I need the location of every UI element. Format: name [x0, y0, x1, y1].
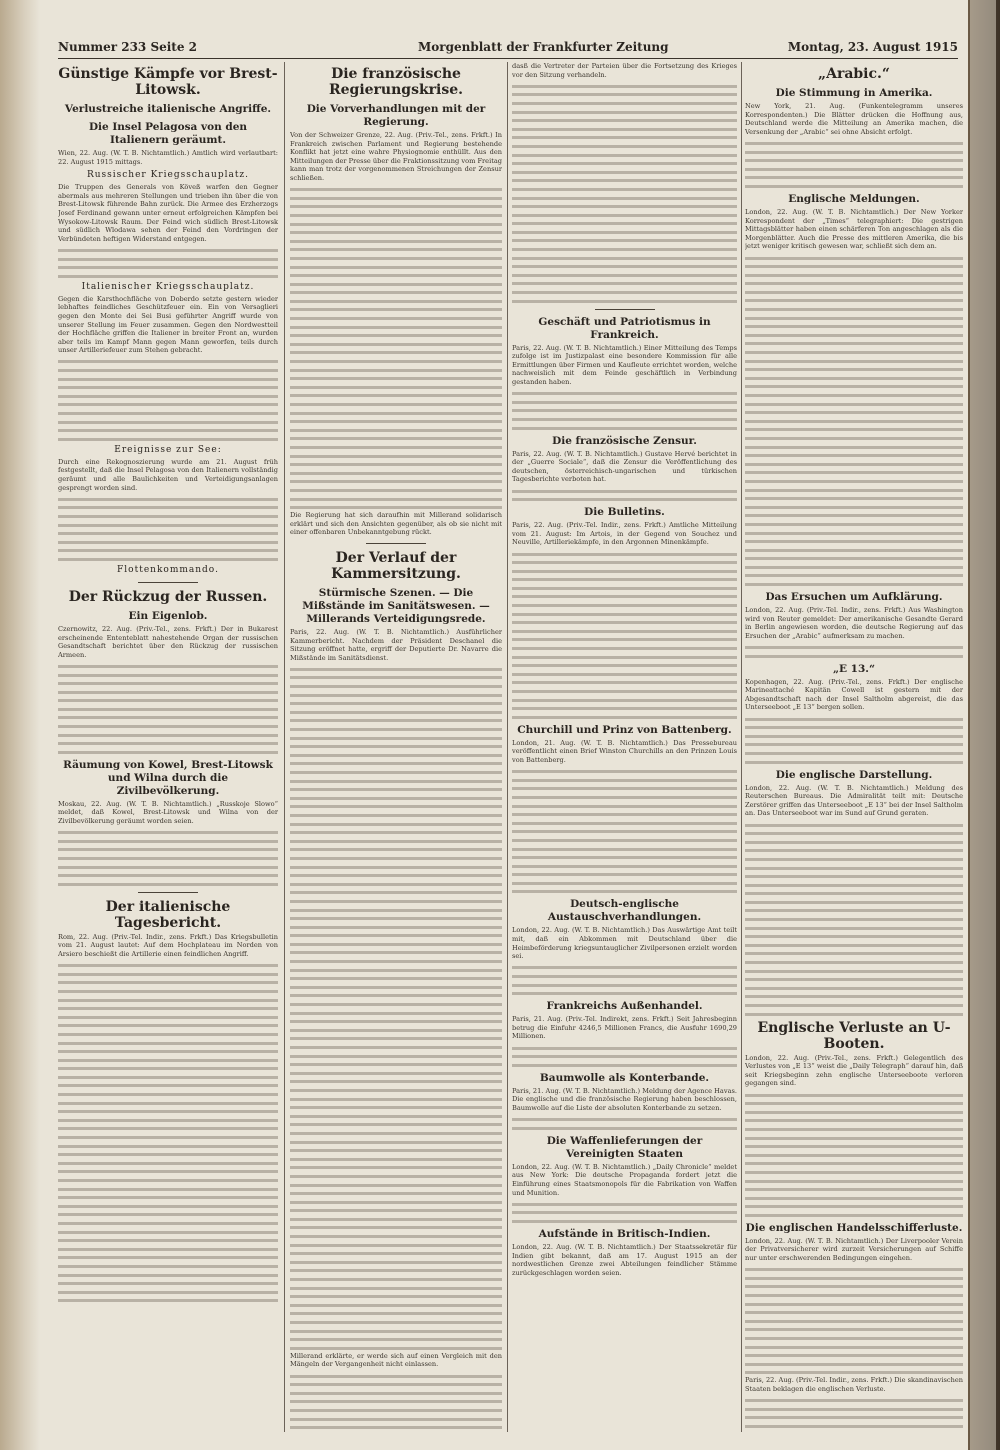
subheadline: Stürmische Szenen. — Die Mißstände im Sanitätswesen. — Millerands Verteidigungsrede. [302, 586, 490, 625]
article-text: Paris, 21. Aug. (W. T. B. Nichtamtlich.) Meldung der Agence Havas. Die englische und die französische Regierung haben beschlossen, Baumwolle auf die Liste der absoluten Konterbande zu setzen. [512, 1086, 737, 1112]
headline-request-clarification: Das Ersuchen um Aufklärung. [765, 591, 943, 604]
article-text: Paris, 22. Aug. (Priv.-Tel. Indir., zens. Frkft.) Amtliche Mitteilung vom 21. August: Im Artois, in der Gegend von Souchez und Neuville, Artilleriekämpfe, in den Argonnen Minenkämpfe. [512, 521, 737, 547]
column-1 [58, 62, 278, 1432]
article-text: London, 22. Aug. (W. T. B. Nichtamtlich.) „Daily Chronicle“ meldet aus New York: Die deutsche Propaganda fordert jetzt die Einführung eines Staatsmonopols für die Fabrikation von Waffen und Munition. [512, 1162, 737, 1197]
signature: Flottenkommando. [117, 564, 219, 575]
headline-brest-litowsk: Günstige Kämpfe vor Brest-Litowsk. [58, 66, 278, 98]
column-rule [507, 62, 508, 1432]
text-lines [745, 1094, 963, 1217]
subheadline: Ein Eigenlob. [128, 609, 208, 622]
article-text: Durch eine Rekognoszierung wurde am 21. August früh festgestellt, daß die Insel Pelagosa von den Italienern vollständig geräumt und alle Baulichkeiten und Verteidigungsanlagen gesprengt worden sind. [58, 457, 278, 492]
article-text: London, 22. Aug. (W. T. B. Nichtamtlich.) Das Auswärtige Amt teilt mit, daß ein Abkommen mit Deutschland über die Heimbeförderung kriegsuntauglicher Zivilpersonen erzielt worden sei. [512, 926, 737, 961]
divider [595, 309, 655, 310]
issue-number: Nummer 233 Seite 2 [58, 40, 198, 54]
article-text: London, 21. Aug. (W. T. B. Nichtamtlich.) Das Pressebureau veröffentlicht einen Brief Winston Churchills an den Prinzen Louis von Battenberg. [512, 738, 737, 764]
article-text: Czernowitz, 22. Aug. (Priv.-Tel., zens. Frkft.) Der in Bukarest erscheinende Ententeblatt nahestehende Organ der russischen Gesandtschaft berichtet über den Rückzug der russischen Armeen. [58, 624, 278, 659]
text-lines [512, 966, 737, 995]
divider [138, 892, 198, 893]
section-heading: Italienischer Kriegsschauplatz. [81, 281, 255, 292]
text-lines [745, 718, 963, 764]
text-lines [58, 360, 278, 440]
text-lines [58, 249, 278, 278]
text-lines [290, 1375, 502, 1432]
article-text: Kopenhagen, 22. Aug. (Priv.-Tel., zens. Frkft.) Der englische Marineattaché Kapitän Cowell ist gestern mit der Abgesandtschaft nach der Insel Saltholm abgereist, die das Unterseeboot „E 13“ bergen sollen. [745, 677, 963, 712]
column-3 [512, 62, 737, 1432]
article-text: Paris, 22. Aug. (W. T. B. Nichtamtlich.) Gustave Hervé berichtet in der „Guerre Sociale“, daß die Zensur die Veröffentlichung des deutschen, österreichisch-ungarischen und türkischen Tagesberichte verboten hat. [512, 449, 737, 484]
divider [366, 543, 426, 544]
article-text: Die Regierung hat sich daraufhin mit Millerand solidarisch erklärt und sich den Ansichten gegenüber, als ob sie nicht mit einer offenbaren Unbekanntgebung rückt. [290, 511, 502, 537]
page-binding [0, 0, 40, 1450]
headline-cotton: Baumwolle als Konterbande. [539, 1071, 710, 1084]
article-text: London, 22. Aug. (W. T. B. Nichtamtlich.) Der New Yorker Korrespondent der „Times“ telegraphiert: Die gestrigen Mittagsblätter haben einen schärferen Ton angeschlagen als die Morgenblätter. Auch die Presse des mittleren Amerika, die bis jetzt weniger kritisch gewesen war, schließt sich dem an. [745, 207, 963, 251]
headline-italian-report: Der italienische Tagesbericht. [105, 898, 231, 931]
text-lines [745, 257, 963, 587]
headline-russian-retreat: Der Rückzug der Russen. [68, 588, 268, 605]
headline-english-account: Die englische Darstellung. [775, 768, 933, 781]
article-text: New York, 21. Aug. (Funkentelegramm unseres Korrespondenten.) Die Blätter drücken die Hoffnung aus, Deutschland werde die Mitteilung an Amerika machen, die Versenkung der „Arabic“ sei ohne Absicht erfolgt. [745, 102, 963, 136]
headline-evacuation: Räumung von Kowel, Brest-Litowsk und Wilna durch die Zivilbevölkerung. [63, 758, 273, 797]
article-text: London, 22. Aug. (W. T. B. Nichtamtlich.) Der Liverpooler Verein der Privatversicherer wird zurzeit Versicherungen auf Schiffe nur unter erschwerenden Bedingungen eingehen. [745, 1236, 963, 1263]
divider [138, 582, 198, 583]
article-text: Moskau, 22. Aug. (W. T. B. Nichtamtlich.) „Russkoje Slowo“ meldet, daß Kowel, Brest-Litowsk und Wilna von der Zivilbevölkerung geräumt worden seien. [58, 799, 278, 826]
article-text: Millerand erklärte, er werde sich auf einen Vergleich mit den Mängeln der Vergangenheit nicht einlassen. [290, 1351, 502, 1369]
article-text: Wien, 22. Aug. (W. T. B. Nichtamtlich.) Amtlich wird verlautbart: 22. August 1915 mittags. [58, 149, 278, 166]
article-text: Paris, 22. Aug. (W. T. B. Nichtamtlich.) Ausführlicher Kammerbericht. Nachdem der Präsident Deschanel die Sitzung eröffnet hatte, ergriff der Deputierte Dr. Navarre die Mißstände im Sanitätsdienst. [290, 627, 502, 662]
headline-uboat-losses: Englische Verluste an U-Booten. [757, 1019, 951, 1052]
article-text: London, 22. Aug. (Priv.-Tel. Indir., zens. Frkft.) Aus Washington wird von Reuter gemeldet: Der amerikanische Gesandte Gerard in Berlin angewiesen worden, die deutsche Regierung auf das Ersuchen der „Arabic“ aufmerksam zu machen. [745, 606, 963, 640]
issue-date: Montag, 23. August 1915 [787, 40, 958, 54]
text-lines [58, 665, 278, 754]
headline-merchant-losses: Die englischen Handelsschifferluste. [745, 1221, 963, 1234]
article-text: Rom, 22. Aug. (Priv.-Tel. Indir., zens. Frkft.) Das Kriegsbulletin vom 21. August lautet: Auf dem Hochplateau im Norden von Arsiero beschießt die Artillerie einen feindlichen Angriff. [58, 932, 278, 958]
text-lines [512, 770, 737, 893]
headline-foreign-trade: Frankreichs Außenhandel. [546, 1000, 703, 1013]
page-header [58, 38, 958, 59]
text-lines [745, 142, 963, 188]
text-lines [745, 1268, 963, 1374]
headline-india-uprisings: Aufstände in Britisch-Indien. [538, 1227, 711, 1240]
text-lines [512, 1047, 737, 1067]
headline-exchange-negotiations: Deutsch-englische Austauschverhandlungen. [547, 898, 702, 924]
article-text: dasß die Vertreter der Parteien über die Fortsetzung des Krieges vor den Sitzung verhandeln. [512, 62, 737, 79]
headline-french-crisis: Die französische Regierungskrise. [328, 66, 464, 98]
headline-churchill: Churchill und Prinz von Battenberg. [517, 723, 732, 736]
subheadline: Die Vorverhandlungen mit der Regierung. [306, 103, 486, 128]
text-lines [745, 1399, 963, 1432]
text-lines [745, 824, 963, 1016]
article-text: Gegen die Karsthochfläche von Doberdo setzte gestern wieder lebhaftes feindliches Geschützfeuer ein. Ein von Versaglieri gegen den Monte dei Sei Busi geführter Angriff wurde von unserer Stellung im Feuer zusammen. Gegen den Nordwestteil der Hochfläche griffen die Italiener in breiter Front an, wurden aber teils im Kampf Mann gegen Mann geworfen, teils durch unser Artilleriefeuer zum Stehen gebracht. [58, 294, 278, 355]
facing-page-text [970, 0, 996, 1450]
text-lines [512, 490, 737, 502]
headline-pelagosa: Die Insel Pelagosa von den Italienern geräumt. [88, 121, 248, 146]
headline-arabic: „Arabic.“ [818, 66, 890, 82]
text-lines [512, 392, 737, 429]
headline-e13: „E 13.“ [832, 662, 875, 675]
section-heading: Ereignisse zur See: [114, 444, 222, 455]
article-text: Paris, 22. Aug. (Priv.-Tel. Indir., zens. Frkft.) Die skandinavischen Staaten beklagen die englischen Verluste. [745, 1376, 963, 1393]
text-lines [745, 646, 963, 658]
subheadline-italian-attacks: Verlustreiche italienische Angriffe. [64, 103, 272, 115]
column-2 [290, 62, 502, 1432]
article-text: London, 22. Aug. (W. T. B. Nichtamtlich.) Meldung des Reuterschen Bureaus. Die Admiralität teilt mit: Deutsche Zerstörer griffen das Unterseeboot „E 13“ bei der Insel Saltholm an. Das Unterseeboot war im Sund auf Grund geraten. [745, 783, 963, 818]
text-lines [58, 498, 278, 561]
section-heading: Russischer Kriegsschauplatz. [86, 170, 250, 181]
text-lines [512, 85, 737, 303]
column-rule [741, 62, 742, 1432]
subheadline: Die Stimmung in Amerika. [775, 87, 933, 99]
column-rule [284, 62, 285, 1432]
article-text: London, 22. Aug. (Priv.-Tel., zens. Frkft.) Gelegentlich des Verlustes von „E 13“ weist die „Daily Telegraph“ darauf hin, daß seit Kriegsbeginn zehn englische Unterseeboote verloren gegangen sind. [745, 1053, 963, 1088]
headline-english-reports: Englische Meldungen. [788, 192, 920, 205]
article-text: Von der Schweizer Grenze, 22. Aug. (Priv.-Tel., zens. Frkft.) In Frankreich zwischen Parlament und Regierung bestehende Konflikt hat jetzt eine wahre Physiognomie enthüllt. Aus den Mitteilungen der Presse über die Fraktionssitzung vom Freitag kann man trotz der vorgenommenen Streichungen der Zensur schließen. [290, 131, 502, 182]
column-4 [745, 62, 963, 1432]
headline-french-censorship: Die französische Zensur. [552, 434, 697, 447]
headline-arms-deliveries: Die Waffenlieferungen der Vereinigten Staaten [546, 1134, 703, 1160]
text-lines [512, 553, 737, 719]
headline-business-patriotism: Geschäft und Patriotismus in Frankreich. [538, 315, 711, 341]
text-lines [58, 831, 278, 886]
newspaper-title: Morgenblatt der Frankfurter Zeitung [418, 40, 669, 54]
facing-page-edge [968, 0, 1000, 1450]
headline-bulletins: Die Bulletins. [584, 506, 665, 519]
article-text: Paris, 21. Aug. (Priv.-Tel. Indirekt, zens. Frkft.) Seit Jahresbeginn betrug die Einfuhr 4246,5 Millionen Francs, die Ausfuhr 1690,29 Millionen. [512, 1015, 737, 1041]
text-lines [290, 188, 502, 509]
article-text: London, 22. Aug. (W. T. B. Nichtamtlich.) Der Staatssekretär für Indien gibt bekannt, daß am 17. August 1915 an der nordwestlichen Grenze zwei Abteilungen feindlicher Stämme zurückgeschlagen worden seien. [512, 1242, 737, 1277]
text-lines [58, 964, 278, 1302]
article-text: Die Truppen des Generals von Köveß warfen den Gegner abermals aus mehreren Stellungen und trieben ihn über die von Brest-Litowsk führende Bahn zurück. Die Armee des Erzherzogs Josef Ferdinand gewann unter erneut erfolgreichen Kämpfen bei Wysokow-Litowsk Raum. Der Feind wich südlich Brest-Litowsk und südlich Wlodawa sehen der Feind den Vordringen der Verbündeten heftigen Widerstand entgegen. [58, 183, 278, 243]
text-lines [512, 1203, 737, 1223]
text-lines [290, 668, 502, 1350]
article-text: Paris, 22. Aug. (W. T. B. Nichtamtlich.) Einer Mitteilung des Temps zufolge ist im Justizpalast eine besondere Kommission für alle Ermittlungen über Firmen und Kaufleute errichtet worden, welche nachweislich mit dem Feinde geschäftlich in Verbindung gestanden haben. [512, 343, 737, 386]
text-lines [512, 1118, 737, 1130]
headline-chamber-session: Der Verlauf der Kammersitzung. [331, 549, 461, 582]
